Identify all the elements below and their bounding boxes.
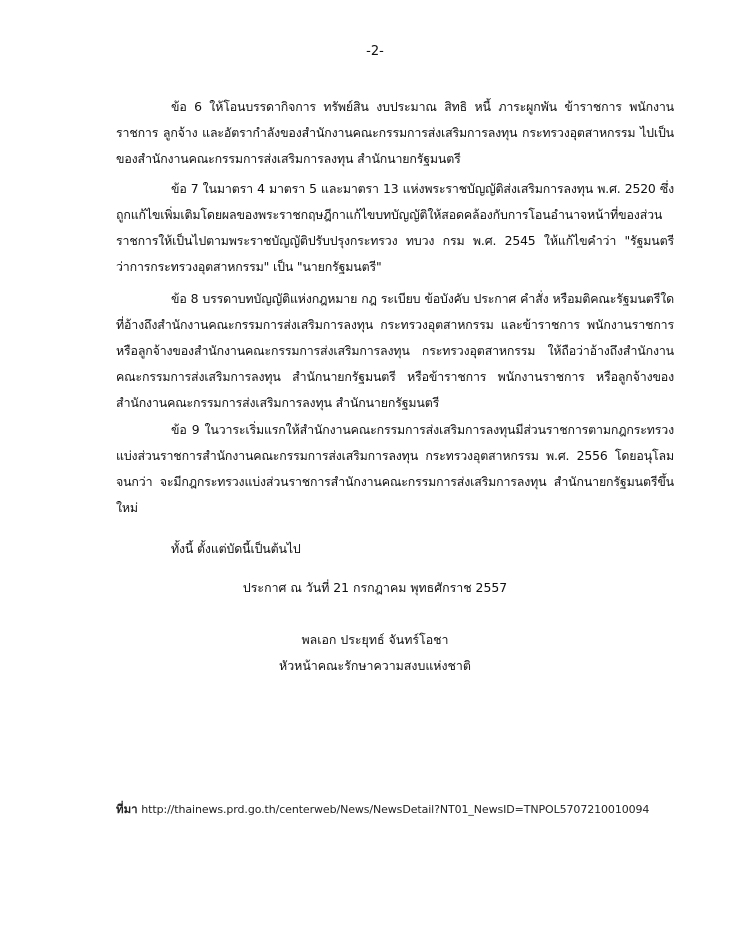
signer-title: หัวหน้าคณะรักษาความสงบแห่งชาติ	[279, 658, 471, 673]
source-citation	[116, 801, 649, 819]
source-label: ที่มา	[116, 802, 138, 816]
clause-6: ข้อ 6 ให้โอนบรรดากิจการ ทรัพย์สิน งบประมาณ สิทธิ หนี้ ภาระผูกพัน ข้าราชการ พนักงานราชการ ลูกจ้าง และอัตรากำลังของสำนักงานคณะกรรมการส่งเสริมการลงทุน กระทรวงอุตสาหกรรม ไปเป็นของสำนักงานคณะกรรมการส่งเสริมการลงทุน สำนักนายกรัฐมนตรี	[116, 99, 674, 166]
effective-statement: ทั้งนี้ ตั้งแต่บัดนี้เป็นต้นไป	[171, 541, 301, 556]
announcement-date: ประกาศ ณ วันที่ 21 กรกฎาคม พุทธศักราช 2557	[242, 580, 508, 595]
clause-9: ข้อ 9 ในวาระเริ่มแรกให้สำนักงานคณะกรรมการส่งเสริมการลงทุนมีส่วนราชการตามกฎกระทรวงแบ่งส่วนราชการสำนักงานคณะกรรมการส่งเสริมการลงทุน กระทรวงอุตสาหกรรม พ.ศ. 2556 โดยอนุโลมจนกว่า จะมีกฎกระทรวงแบ่งส่วนราชการสำนักงานคณะกรรมการส่งเสริมการลงทุน สำนักนายกรัฐมนตรีขึ้นใหม่	[116, 422, 674, 515]
clause-7: ข้อ 7 ในมาตรา 4 มาตรา 5 และมาตรา 13 แห่งพระราชบัญญัติส่งเสริมการลงทุน พ.ศ. 2520 ซึ่งถูกแก้ไขเพิ่มเติมโดยผลของพระราชกฤษฎีกาแก้ไขบทบัญญัติให้สอดคล้องกับการโอนอำนาจหน้าที่ของส่วนราชการให้เป็นไปตามพระราชบัญญัติปรับปรุงกระทรวง ทบวง กรม พ.ศ. 2545 ให้แก้ไขคำว่า "รัฐมนตรีว่าการกระทรวงอุตสาหกรรม" เป็น "นายกรัฐมนตรี"	[116, 181, 674, 274]
signer-name: พลเอก ประยุทธ์ จันทร์โอชา	[301, 632, 449, 647]
clause-8: ข้อ 8 บรรดาบทบัญญัติแห่งกฎหมาย กฎ ระเบียบ ข้อบังคับ ประกาศ คำสั่ง หรือมติคณะรัฐมนตรีใดที่อ้างถึงสำนักงานคณะกรรมการส่งเสริมการลงทุน กระทรวงอุตสาหกรรม และข้าราชการ พนักงานราชการหรือลูกจ้างของสำนักงานคณะกรรมการส่งเสริมการลงทุน กระทรวงอุตสาหกรรม ให้ถือว่าอ้างถึงสำนักงานคณะกรรมการส่งเสริมการลงทุน สำนักนายกรัฐมนตรี หรือข้าราชการ พนักงานราชการ หรือลูกจ้างของสำนักงานคณะกรรมการส่งเสริมการลงทุน สำนักนายกรัฐมนตรี	[116, 291, 674, 410]
page-number: -2-	[366, 44, 384, 59]
source-url[interactable]: http://thainews.prd.go.th/centerweb/News/NewsDetail?NT01_NewsID=TNPOL5707210010094	[141, 803, 650, 816]
